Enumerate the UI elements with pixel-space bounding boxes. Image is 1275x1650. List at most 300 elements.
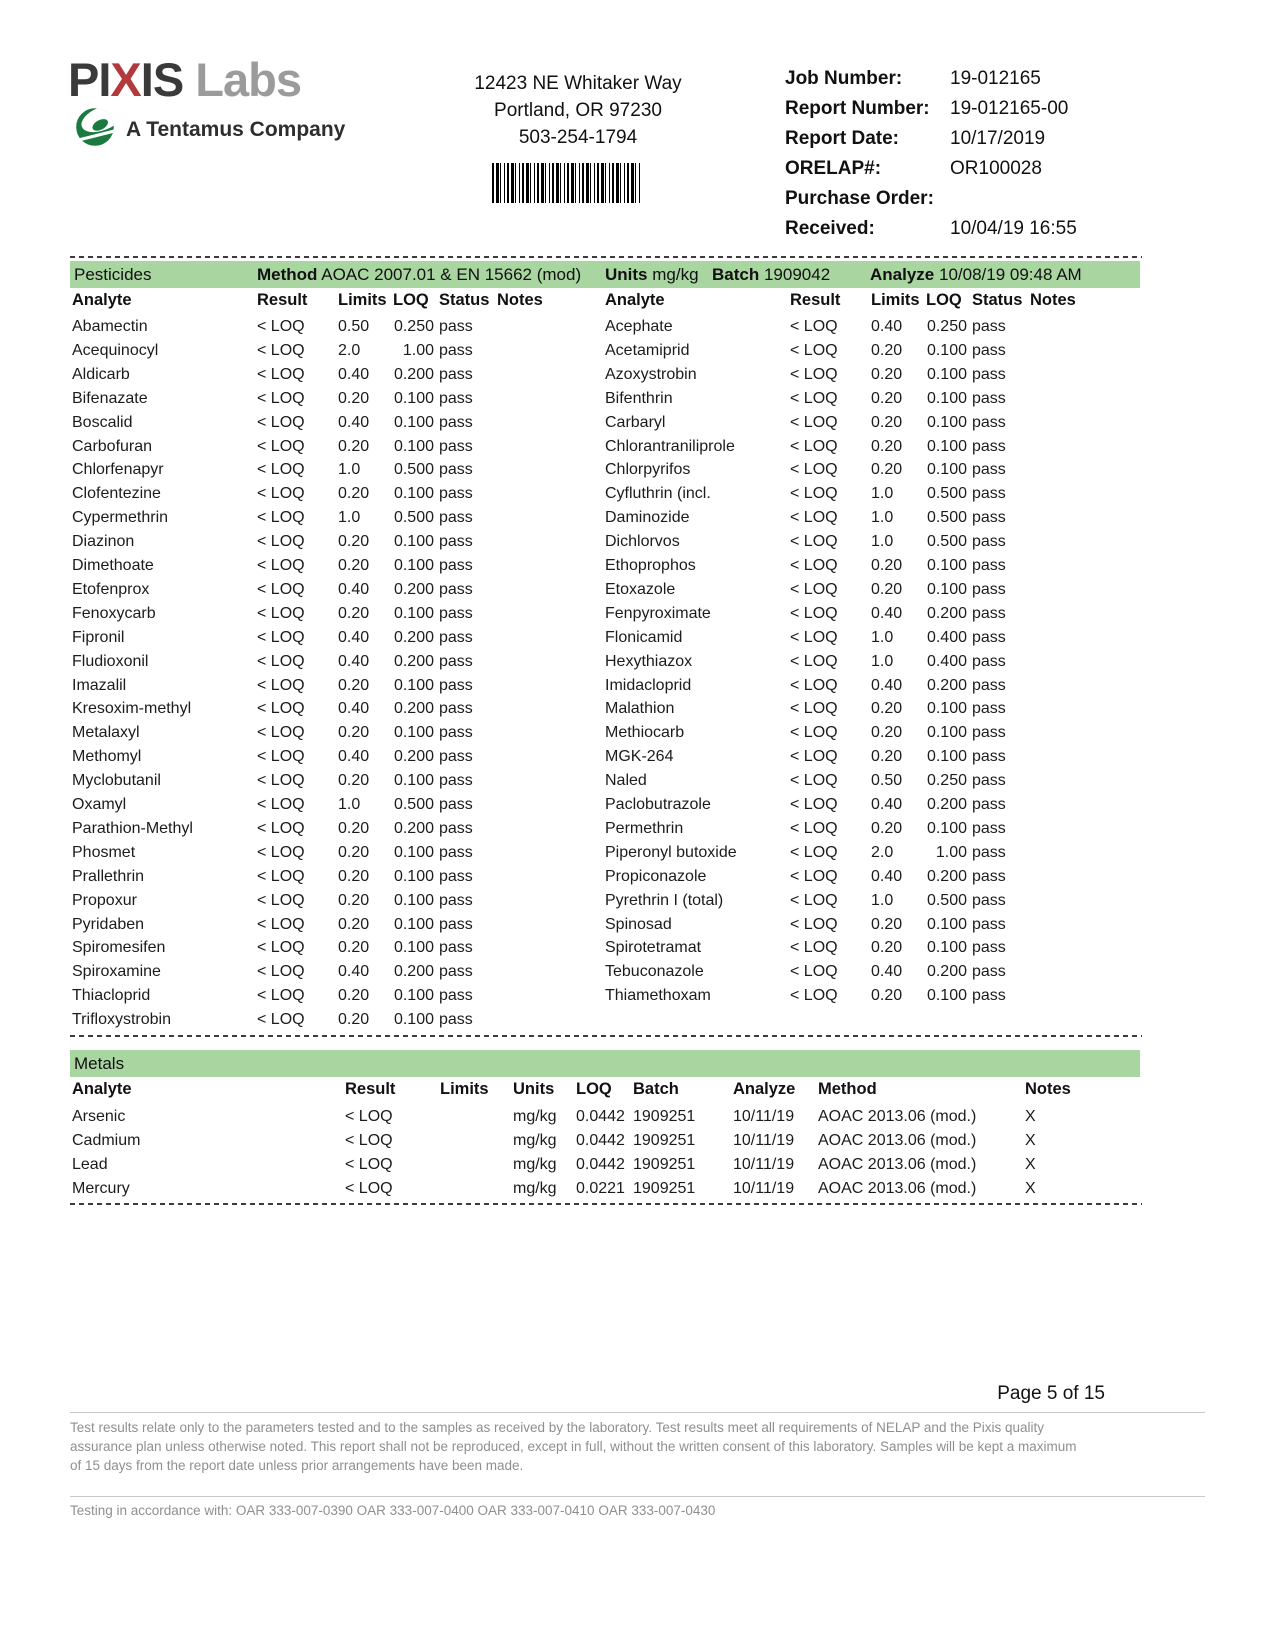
- cell-status: pass: [439, 413, 473, 431]
- cell-batch: 1909251: [633, 1108, 696, 1125]
- cell-loq: 0.100: [393, 772, 434, 790]
- cell-loq: 0.200: [926, 676, 967, 694]
- cell-result: < LOQ: [257, 843, 305, 861]
- cell-analyte: Fipronil: [72, 628, 125, 646]
- cell-limits: 0.20: [338, 724, 370, 742]
- cell-result: < LOQ: [790, 819, 838, 837]
- cell-analyte: Abamectin: [72, 318, 148, 335]
- cell-result: < LOQ: [790, 939, 838, 957]
- cell-limits: 0.20: [871, 724, 903, 742]
- cell-analyte: Pyridaben: [72, 915, 145, 933]
- cell-analyte: Propoxur: [72, 891, 137, 909]
- cell-analyte: Aldicarb: [72, 365, 130, 383]
- cell-loq: 0.100: [393, 867, 434, 885]
- cell-analyte: Acequinocyl: [72, 341, 159, 359]
- cell-loq: 0.100: [393, 413, 434, 431]
- cell-status: pass: [439, 437, 473, 455]
- cell-method: AOAC 2013.06 (mod.): [818, 1156, 977, 1173]
- cell-result: < LOQ: [257, 1011, 305, 1029]
- cell-result: < LOQ: [257, 365, 305, 383]
- cell-analyte: Paclobutrazole: [605, 796, 711, 813]
- cell-status: pass: [439, 700, 473, 718]
- cell-status: pass: [439, 915, 473, 933]
- cell-limits: 0.20: [338, 676, 370, 694]
- cell-status: pass: [972, 318, 1006, 335]
- pesticide-row: [605, 963, 1150, 987]
- cell-limits: 0.40: [871, 796, 903, 813]
- cell-result: < LOQ: [257, 461, 305, 479]
- cell-loq: 0.200: [393, 700, 434, 718]
- cell-method: AOAC 2013.06 (mod.): [818, 1180, 977, 1197]
- cell-analyte: Thiacloprid: [72, 987, 151, 1005]
- cell-loq: 0.0442: [576, 1156, 625, 1173]
- cell-status: pass: [972, 963, 1006, 981]
- cell-status: pass: [972, 628, 1006, 646]
- cell-result: < LOQ: [257, 796, 305, 813]
- cell-loq: 0.100: [926, 389, 967, 407]
- cell-loq: 0.100: [393, 389, 434, 407]
- cell-analyte: Pyrethrin I (total): [605, 891, 724, 909]
- cell-limits: 0.20: [871, 580, 903, 598]
- cell-result: < LOQ: [257, 676, 305, 694]
- cell-status: pass: [972, 939, 1006, 957]
- col-status: Status: [972, 291, 1023, 309]
- cell-result: < LOQ: [790, 533, 838, 551]
- cell-limits: 1.0: [871, 628, 894, 646]
- cell-result: < LOQ: [790, 748, 838, 766]
- info-value: 10/17/2019: [950, 128, 1046, 149]
- metals-section-bar: [70, 1050, 1140, 1077]
- cell-result: < LOQ: [790, 485, 838, 503]
- col-analyze: Analyze: [733, 1080, 796, 1098]
- pesticide-row: [605, 366, 1150, 390]
- cell-limits: 2.0: [338, 341, 361, 359]
- cell-limits: 0.40: [338, 652, 370, 670]
- section-title-metals: Metals: [74, 1054, 125, 1073]
- cell-loq: 0.0221: [576, 1180, 625, 1197]
- pesticide-row: [605, 509, 1150, 533]
- cell-loq: 0.100: [926, 915, 967, 933]
- pesticide-row: [605, 724, 1150, 748]
- cell-analyte: Myclobutanil: [72, 772, 161, 790]
- cell-result: < LOQ: [790, 628, 838, 646]
- cell-loq: 0.500: [926, 509, 967, 527]
- cell-loq: 0.100: [393, 1011, 434, 1029]
- cell-result: < LOQ: [257, 437, 305, 455]
- cell-limits: 0.20: [871, 915, 903, 933]
- cell-result: < LOQ: [790, 461, 838, 479]
- cell-result: < LOQ: [257, 724, 305, 742]
- cell-loq: 0.100: [393, 915, 434, 933]
- cell-result: < LOQ: [257, 772, 305, 790]
- pesticide-row: [605, 868, 1150, 892]
- cell-status: pass: [439, 580, 473, 598]
- cell-limits: 0.20: [871, 819, 903, 837]
- pesticide-row: [605, 461, 1150, 485]
- cell-status: pass: [972, 724, 1006, 742]
- cell-result: < LOQ: [257, 748, 305, 766]
- pesticide-row: [72, 796, 617, 820]
- cell-analyte: Trifloxystrobin: [72, 1011, 171, 1029]
- cell-analyte: Ethoprophos: [605, 557, 696, 574]
- pesticide-row: [72, 605, 617, 629]
- cell-limits: 1.0: [871, 533, 894, 551]
- cell-result: < LOQ: [345, 1108, 393, 1125]
- cell-analyte: Carbofuran: [72, 437, 153, 455]
- cell-limits: 0.20: [871, 341, 903, 359]
- info-row: [785, 128, 1165, 158]
- meta-value: mg/kg: [652, 265, 699, 284]
- cell-result: < LOQ: [257, 963, 305, 981]
- pesticide-row: [605, 796, 1150, 820]
- cell-limits: 0.20: [338, 437, 370, 455]
- cell-analyte: Chlorantraniliprole: [605, 437, 735, 455]
- cell-limits: 0.20: [338, 939, 370, 957]
- col-loq: LOQ: [576, 1080, 612, 1098]
- cell-loq: 0.100: [926, 461, 967, 479]
- pesticide-row: [605, 939, 1150, 963]
- cell-loq: 0.500: [926, 485, 967, 503]
- report-info-block: [785, 68, 1165, 248]
- cell-status: pass: [972, 772, 1006, 790]
- cell-analyte: Carbaryl: [605, 413, 666, 431]
- cell-notes: X: [1025, 1108, 1036, 1125]
- col-method: Method: [818, 1080, 877, 1098]
- pesticide-row: [72, 390, 617, 414]
- cell-limits: 0.20: [871, 461, 903, 479]
- cell-status: pass: [972, 700, 1006, 718]
- cell-loq: 0.100: [393, 604, 434, 622]
- cell-loq: 0.100: [393, 676, 434, 694]
- pesticide-row: [72, 963, 617, 987]
- cell-status: pass: [972, 389, 1006, 407]
- cell-analyte: Etoxazole: [605, 580, 676, 598]
- cell-status: pass: [439, 485, 473, 503]
- cell-status: pass: [439, 604, 473, 622]
- cell-analyte: Spinosad: [605, 915, 672, 933]
- col-loq: LOQ: [393, 291, 429, 309]
- dashed-divider: [70, 1203, 1142, 1205]
- pesticide-row: [72, 557, 617, 581]
- cell-analyte: Acephate: [605, 318, 673, 335]
- pesticide-row: [72, 1011, 617, 1035]
- pesticide-row: [605, 485, 1150, 509]
- meta-value: 10/08/19 09:48 AM: [938, 265, 1082, 284]
- meta-value: AOAC 2007.01 & EN 15662 (mod): [321, 265, 582, 284]
- cell-limits: 0.40: [338, 700, 370, 718]
- cell-result: < LOQ: [345, 1156, 393, 1173]
- col-batch: Batch: [633, 1080, 679, 1098]
- pesticide-row: [72, 939, 617, 963]
- cell-limits: 1.0: [338, 509, 361, 527]
- cell-loq: 0.100: [926, 724, 967, 742]
- cell-status: pass: [972, 413, 1006, 431]
- cell-loq: 0.250: [926, 772, 967, 790]
- col-notes: Notes: [1025, 1080, 1071, 1098]
- cell-limits: 1.0: [871, 891, 894, 909]
- cell-result: < LOQ: [790, 413, 838, 431]
- info-row: [785, 158, 1165, 188]
- cell-analyte: Dimethoate: [72, 557, 154, 574]
- cell-loq: 0.200: [926, 867, 967, 885]
- cell-limits: 0.40: [871, 318, 903, 335]
- meta-label: Batch: [712, 265, 760, 284]
- footer-accordance: Testing in accordance with: OAR 333-007-0390 OAR 333-007-0400 OAR 333-007-0410 OAR 333-007-0430: [70, 1503, 716, 1518]
- cell-result: < LOQ: [257, 652, 305, 670]
- cell-loq: 0.400: [926, 628, 967, 646]
- cell-analyte: Oxamyl: [72, 796, 127, 813]
- pesticide-row: [605, 438, 1150, 462]
- cell-limits: 0.20: [871, 413, 903, 431]
- pesticide-row: [72, 366, 617, 390]
- section-title-pesticides: Pesticides: [74, 265, 152, 284]
- pesticide-row: [605, 629, 1150, 653]
- cell-limits: 0.40: [338, 963, 370, 981]
- cell-limits: 0.40: [871, 963, 903, 981]
- cell-analyte: Spirotetramat: [605, 939, 702, 957]
- info-label: Report Date:: [785, 128, 900, 149]
- pesticide-row: [72, 820, 617, 844]
- address-line-2: Portland, OR 97230: [494, 100, 662, 121]
- cell-analyte: Piperonyl butoxide: [605, 843, 737, 861]
- pesticide-row: [72, 987, 617, 1011]
- cell-result: < LOQ: [257, 580, 305, 598]
- cell-analyte: Etofenprox: [72, 580, 150, 598]
- cell-result: < LOQ: [345, 1132, 393, 1149]
- cell-result: < LOQ: [790, 652, 838, 670]
- cell-limits: 0.40: [338, 628, 370, 646]
- metals-header: [72, 1080, 1162, 1104]
- cell-status: pass: [972, 509, 1006, 527]
- col-analyte: Analyte: [72, 1080, 132, 1098]
- cell-limits: 1.0: [338, 461, 361, 479]
- cell-result: < LOQ: [790, 604, 838, 622]
- pesticide-row: [605, 533, 1150, 557]
- cell-loq: 0.200: [393, 748, 434, 766]
- cell-status: pass: [972, 437, 1006, 455]
- cell-analyte: Bifenazate: [72, 389, 148, 407]
- cell-loq: 0.0442: [576, 1108, 625, 1125]
- col-result: Result: [345, 1080, 396, 1098]
- cell-status: pass: [439, 772, 473, 790]
- cell-analyte: Propiconazole: [605, 867, 707, 885]
- pesticide-row: [72, 629, 617, 653]
- cell-limits: 0.20: [338, 485, 370, 503]
- cell-result: < LOQ: [790, 987, 838, 1005]
- logo-tagline: A Tentamus Company: [126, 117, 346, 141]
- cell-analyze: 10/11/19: [733, 1180, 795, 1197]
- cell-analyte: MGK-264: [605, 748, 674, 766]
- cell-status: pass: [439, 461, 473, 479]
- cell-status: pass: [439, 939, 473, 957]
- cell-notes: X: [1025, 1180, 1036, 1197]
- cell-limits: 0.20: [871, 700, 903, 718]
- cell-result: < LOQ: [257, 819, 305, 837]
- col-analyte: Analyte: [605, 291, 665, 309]
- cell-status: pass: [439, 891, 473, 909]
- pesticide-row: [72, 700, 617, 724]
- cell-result: < LOQ: [790, 891, 838, 909]
- pesticide-row: [72, 414, 617, 438]
- cell-loq: 0.200: [393, 819, 434, 837]
- cell-analyte: Fenpyroximate: [605, 604, 711, 622]
- cell-result: < LOQ: [257, 389, 305, 407]
- cell-analyte: Dichlorvos: [605, 533, 680, 551]
- cell-result: < LOQ: [790, 365, 838, 383]
- cell-analyte: Lead: [72, 1156, 108, 1173]
- logo-part: Labs: [183, 53, 301, 106]
- cell-status: pass: [972, 796, 1006, 813]
- cell-result: < LOQ: [257, 341, 305, 359]
- cell-status: pass: [972, 891, 1006, 909]
- meta-label: Analyze: [870, 265, 935, 284]
- cell-analyte: Thiamethoxam: [605, 987, 711, 1005]
- cell-loq: 0.200: [393, 652, 434, 670]
- info-value: 10/04/19 16:55: [950, 218, 1077, 239]
- cell-analyte: Chlorpyrifos: [605, 461, 691, 479]
- pesticide-row: [605, 748, 1150, 772]
- cell-result: < LOQ: [790, 437, 838, 455]
- info-row: [785, 98, 1165, 128]
- cell-limits: 0.20: [871, 437, 903, 455]
- cell-limits: 0.20: [338, 891, 370, 909]
- cell-limits: 0.40: [871, 604, 903, 622]
- cell-result: < LOQ: [257, 891, 305, 909]
- pesticide-row: [605, 916, 1150, 940]
- cell-analyze: 10/11/19: [733, 1132, 795, 1149]
- address-line-3: 503-254-1794: [518, 127, 638, 148]
- cell-status: pass: [972, 485, 1006, 503]
- cell-loq: 0.200: [393, 365, 434, 383]
- logo-part: X: [110, 53, 141, 106]
- cell-analyte: Permethrin: [605, 819, 684, 837]
- cell-limits: 0.20: [338, 987, 370, 1005]
- pesticide-row: [72, 461, 617, 485]
- pesticide-row: [72, 772, 617, 796]
- cell-analyte: Malathion: [605, 700, 675, 718]
- cell-analyte: Diazinon: [72, 533, 135, 551]
- cell-status: pass: [972, 461, 1006, 479]
- cell-limits: 1.0: [338, 796, 361, 813]
- pesticides-section-bar: [70, 261, 1140, 288]
- cell-notes: X: [1025, 1156, 1036, 1173]
- cell-loq: 0.100: [393, 987, 434, 1005]
- cell-loq: 0.200: [393, 580, 434, 598]
- cell-status: pass: [439, 748, 473, 766]
- pesticides-header-right: [605, 291, 1150, 315]
- pesticide-row: [72, 509, 617, 533]
- pesticides-header-left: [72, 291, 617, 315]
- pesticide-row: [605, 557, 1150, 581]
- cell-loq: 0.400: [926, 652, 967, 670]
- cell-analyte: Cypermethrin: [72, 509, 169, 527]
- cell-result: < LOQ: [257, 413, 305, 431]
- cell-status: pass: [439, 365, 473, 383]
- cell-analyte: Phosmet: [72, 843, 136, 861]
- metal-row: [72, 1132, 1162, 1156]
- pesticide-row: [72, 653, 617, 677]
- cell-result: < LOQ: [257, 628, 305, 646]
- cell-status: pass: [972, 915, 1006, 933]
- cell-analyze: 10/11/19: [733, 1156, 795, 1173]
- cell-analyte: Mercury: [72, 1180, 130, 1197]
- cell-analyte: Tebuconazole: [605, 963, 704, 981]
- cell-loq: 1.00: [935, 843, 967, 861]
- cell-result: < LOQ: [790, 724, 838, 742]
- cell-analyte: Arsenic: [72, 1108, 126, 1125]
- cell-analyte: Acetamiprid: [605, 341, 690, 359]
- cell-method: AOAC 2013.06 (mod.): [818, 1108, 977, 1125]
- pesticide-row: [605, 772, 1150, 796]
- cell-limits: 0.20: [338, 604, 370, 622]
- cell-loq: 0.200: [393, 963, 434, 981]
- pesticide-row: [72, 438, 617, 462]
- cell-units: mg/kg: [513, 1108, 557, 1125]
- cell-status: pass: [439, 987, 473, 1005]
- cell-loq: 0.100: [926, 365, 967, 383]
- dashed-divider: [70, 256, 1142, 258]
- cell-status: pass: [439, 819, 473, 837]
- cell-status: pass: [439, 796, 473, 813]
- cell-loq: 0.100: [926, 413, 967, 431]
- cell-loq: 0.100: [393, 533, 434, 551]
- cell-status: pass: [439, 628, 473, 646]
- cell-limits: 0.20: [338, 557, 370, 574]
- cell-limits: 0.20: [338, 1011, 370, 1029]
- cell-status: pass: [439, 867, 473, 885]
- meta-units: [605, 265, 699, 285]
- pesticide-row: [605, 414, 1150, 438]
- cell-loq: 0.100: [393, 891, 434, 909]
- cell-notes: X: [1025, 1132, 1036, 1149]
- cell-limits: 0.50: [338, 318, 370, 335]
- col-notes: Notes: [497, 291, 543, 309]
- cell-loq: 0.100: [393, 724, 434, 742]
- cell-limits: 0.40: [338, 413, 370, 431]
- cell-result: < LOQ: [257, 939, 305, 957]
- cell-limits: 0.20: [338, 915, 370, 933]
- meta-label: Method: [257, 265, 318, 284]
- cell-analyte: Hexythiazox: [605, 652, 693, 670]
- cell-result: < LOQ: [257, 318, 305, 335]
- pesticide-row: [72, 485, 617, 509]
- cell-limits: 0.50: [871, 772, 903, 790]
- cell-status: pass: [439, 341, 473, 359]
- cell-limits: 0.40: [871, 867, 903, 885]
- cell-status: pass: [972, 533, 1006, 551]
- cell-loq: 0.100: [926, 939, 967, 957]
- cell-loq: 0.100: [393, 485, 434, 503]
- cell-loq: 0.100: [393, 843, 434, 861]
- pesticide-row: [605, 653, 1150, 677]
- pesticide-row: [605, 342, 1150, 366]
- page-number: Page 5 of 15: [997, 1383, 1105, 1404]
- cell-result: < LOQ: [257, 509, 305, 527]
- cell-limits: 1.0: [871, 509, 894, 527]
- col-limits: Limits: [440, 1080, 489, 1098]
- pesticide-row: [605, 605, 1150, 629]
- cell-loq: 0.500: [393, 509, 434, 527]
- cell-limits: 0.20: [338, 867, 370, 885]
- cell-result: < LOQ: [790, 915, 838, 933]
- cell-result: < LOQ: [790, 509, 838, 527]
- cell-status: pass: [439, 533, 473, 551]
- cell-result: < LOQ: [790, 341, 838, 359]
- cell-status: pass: [972, 341, 1006, 359]
- cell-loq: 0.0442: [576, 1132, 625, 1149]
- cell-analyte: Imazalil: [72, 676, 127, 694]
- cell-status: pass: [439, 676, 473, 694]
